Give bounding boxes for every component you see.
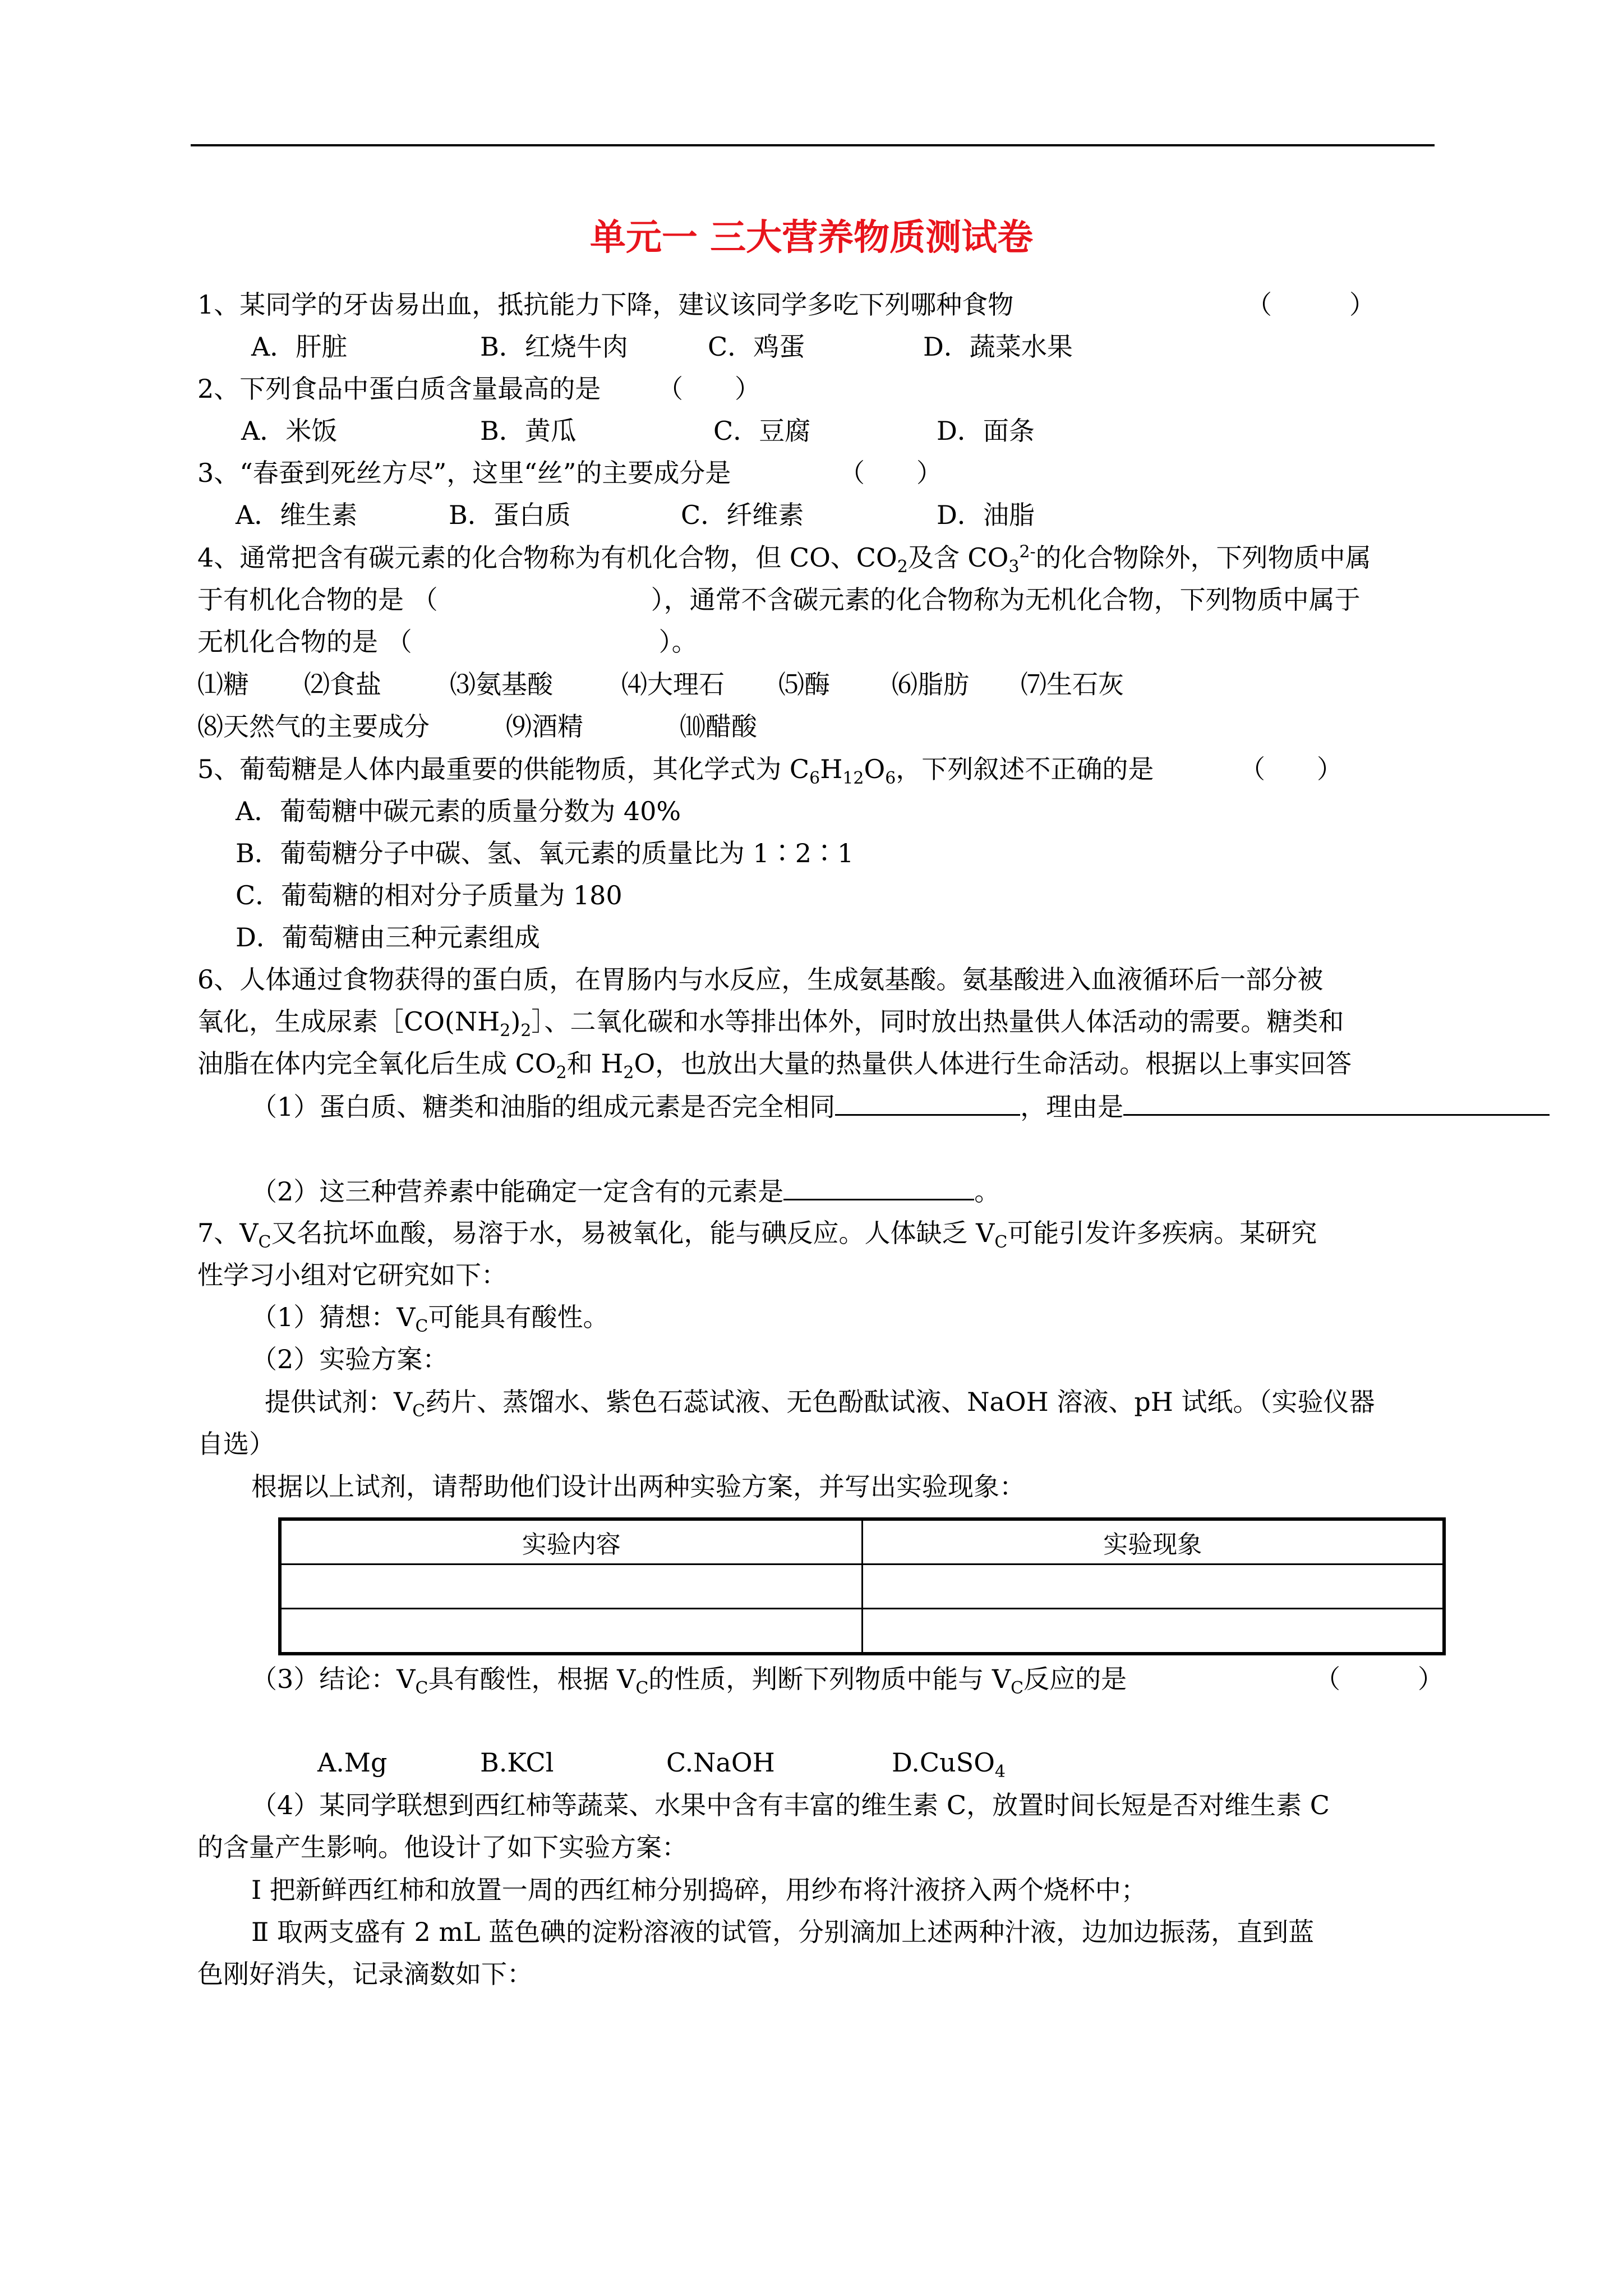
q6-answer-blank-2[interactable]	[783, 1174, 974, 1200]
q1-option-a: A．肝脏	[251, 332, 348, 362]
q7-part-3-paren: （ ）	[1315, 1664, 1444, 1694]
q4-line-1	[197, 541, 1371, 577]
q2-option-d: D．面条	[937, 416, 1035, 446]
q7-part-3	[251, 1662, 1127, 1699]
q6-answer-blank-1[interactable]	[835, 1089, 1020, 1116]
subscript: C	[415, 1678, 428, 1699]
q7-step-2-cont: 色刚好消失，记录滴数如下：	[197, 1959, 533, 1989]
q5-stem-b: H	[820, 754, 843, 784]
q7-step-2: Ⅱ 取两支盛有 2 mL 蓝色碘的淀粉溶液的试管，分别滴加上述两种汁液，边加边振荡，直到蓝	[251, 1917, 1315, 1947]
q3-stem: 3、“春蚕到死丝方尽”，这里“丝”的主要成分是	[197, 458, 731, 488]
q6-line-2-a: 氧化，生成尿素［CO(NH	[197, 1006, 500, 1037]
q7-part-3-d: 反应的是	[1023, 1664, 1127, 1694]
q3-option-b: B．蛋白质	[449, 500, 571, 530]
q7-line-1-b: 又名抗坏血酸，易溶于水，易被氧化，能与碘反应。人体缺乏 V	[271, 1218, 995, 1248]
q4-line-3-b: ）。	[658, 627, 698, 657]
q4-item-9: ⑼酒精	[506, 711, 583, 742]
subscript: 2	[556, 1063, 567, 1083]
q7-option-d	[892, 1746, 1006, 1782]
q2-option-a: A．米饭	[241, 416, 338, 446]
q5-option-c: C．葡萄糖的相对分子质量为 180	[236, 880, 623, 910]
q5-stem	[197, 752, 1154, 789]
q6-line-2	[197, 1005, 1344, 1041]
subscript: 6	[809, 769, 820, 789]
q7-part-1-b: 可能具有酸性。	[428, 1302, 609, 1332]
q7-design-instruction: 根据以上试剂，请帮助他们设计出两种实验方案，并写出实验现象：	[251, 1471, 1025, 1502]
q6-part-2-a: （2）这三种营养素中能确定一定含有的元素是	[251, 1176, 784, 1207]
q7-part-3-c: 的性质，判断下列物质中能与 V	[648, 1664, 1011, 1694]
q7-line-1-a: 7、V	[197, 1218, 259, 1248]
q6-line-3	[197, 1047, 1352, 1083]
q7-option-c: C.NaOH	[666, 1747, 775, 1778]
subscript: 2	[520, 1021, 532, 1041]
q4-line-1-a: 4、通常把含有碳元素的化合物称为有机化合物，但 CO、CO	[197, 542, 897, 573]
table-cell-content-1[interactable]	[280, 1565, 862, 1609]
q4-line-3	[197, 625, 698, 659]
q7-part-3-b: 具有酸性，根据 V	[428, 1664, 636, 1694]
q4-line-1-b: 及含 CO	[907, 542, 1009, 573]
q4-item-6: ⑹脂肪	[892, 669, 969, 700]
q7-part-2: （2）实验方案：	[251, 1344, 449, 1374]
subscript: 6	[885, 769, 896, 789]
table-row	[280, 1609, 1444, 1654]
q6-part-1-a: （1）蛋白质、糖类和油脂的组成元素是否完全相同	[251, 1092, 836, 1122]
q4-item-8: ⑻天然气的主要成分	[197, 711, 430, 742]
q7-option-b: B.KCl	[480, 1747, 554, 1778]
table-cell-phenomenon-1[interactable]	[862, 1565, 1444, 1609]
q6-line-3-c: O，也放出大量的热量供人体进行生命活动。根据以上事实回答	[634, 1048, 1352, 1079]
superscript: 2-	[1019, 542, 1036, 562]
subscript: 2	[897, 557, 908, 577]
subscript: 2	[623, 1063, 634, 1083]
header-rule	[191, 144, 1435, 146]
subscript: C	[412, 1401, 426, 1421]
q5-stem-d: ，下列叙述不正确的是	[896, 754, 1154, 784]
q4-item-7: ⑺生石灰	[1021, 669, 1124, 700]
q6-line-3-a: 油脂在体内完全氧化后生成 CO	[197, 1048, 556, 1079]
q2-option-b: B．黄瓜	[480, 416, 577, 446]
q6-line-2-b: )	[510, 1006, 521, 1037]
q1-option-b: B．红烧牛肉	[480, 332, 628, 362]
q7-part-3-a: （3）结论：V	[251, 1664, 416, 1694]
page-title: 单元一 三大营养物质测试卷	[589, 217, 1034, 259]
q7-reagents-cont: 自选）	[197, 1429, 275, 1459]
subscript: C	[415, 1317, 428, 1337]
q3-answer-paren: （ ）	[839, 458, 942, 488]
q4-line-2-a: 于有机化合物的是 （	[197, 585, 438, 615]
q2-answer-paren: （ ）	[657, 374, 760, 404]
q6-part-1-b: ，理由是	[1020, 1092, 1124, 1122]
q7-line-1-c: 可能引发许多疾病。某研究	[1007, 1218, 1317, 1248]
q3-option-d: D．油脂	[937, 500, 1035, 530]
q4-line-2-b: ），通常不含碳元素的化合物称为无机化合物，下列物质中属于	[651, 585, 1361, 615]
q7-part-1	[251, 1300, 609, 1337]
table-row	[280, 1565, 1444, 1609]
q2-stem: 2、下列食品中蛋白质含量最高的是	[197, 374, 601, 404]
subscript: 3	[1008, 557, 1020, 577]
q4-item-5: ⑸酶	[778, 669, 830, 700]
q7-reagents-b: 药片、蒸馏水、紫色石蕊试液、无色酚酞试液、NaOH 溶液、pH 试纸。（实验仪器	[425, 1387, 1375, 1417]
q3-option-a: A．维生素	[236, 500, 358, 530]
table-cell-content-2[interactable]	[280, 1609, 862, 1654]
table-header-row	[280, 1519, 1444, 1565]
q4-line-3-a: 无机化合物的是 （	[197, 627, 412, 657]
q5-option-d: D．葡萄糖由三种元素组成	[236, 922, 540, 953]
q1-answer-paren: （ ）	[1246, 289, 1375, 320]
q1-stem	[197, 288, 1013, 321]
subscript: C	[1011, 1678, 1024, 1699]
q4-item-3: ⑶氨基酸	[450, 669, 553, 700]
q6-part-2	[251, 1174, 1000, 1208]
q7-option-a: A.Mg	[317, 1747, 388, 1778]
q6-reason-blank[interactable]	[1123, 1089, 1550, 1116]
q3-option-c: C．纤维素	[681, 500, 804, 530]
table-cell-phenomenon-2[interactable]	[862, 1609, 1444, 1654]
q7-line-1	[197, 1216, 1317, 1253]
subscript: 4	[994, 1762, 1006, 1782]
q4-line-1-c: 的化合物除外，下列物质中属	[1035, 542, 1371, 573]
q1-option-c: C．鸡蛋	[708, 332, 805, 362]
q7-line-2: 性学习小组对它研究如下：	[197, 1260, 507, 1290]
q5-option-a: A．葡萄糖中碳元素的质量分数为 40%	[236, 796, 681, 826]
q5-stem-c: O	[864, 754, 886, 784]
q2-option-c: C．豆腐	[713, 416, 811, 446]
q6-line-2-c: ］、二氧化碳和水等排出体外，同时放出热量供人体活动的需要。糖类和	[531, 1006, 1344, 1037]
q4-item-2: ⑵食盐	[304, 669, 381, 700]
q6-part-2-b: 。	[974, 1176, 1000, 1207]
subscript: C	[994, 1232, 1008, 1253]
q5-option-b: B．葡萄糖分子中碳、氢、氧元素的质量比为 1∶2∶1	[236, 838, 854, 868]
q7-reagents	[265, 1385, 1375, 1419]
q4-line-2	[197, 583, 1361, 616]
subscript: 12	[842, 769, 864, 789]
q6-part-1	[251, 1089, 1550, 1124]
q4-item-4: ⑷大理石	[621, 669, 725, 700]
q1-option-d: D．蔬菜水果	[923, 332, 1073, 362]
experiment-table	[278, 1517, 1446, 1655]
subscript: C	[258, 1232, 271, 1253]
q5-stem-a: 5、葡萄糖是人体内最重要的供能物质，其化学式为 C	[197, 754, 810, 784]
q5-answer-paren: （ ）	[1239, 754, 1343, 784]
subscript: C	[635, 1678, 649, 1699]
q7-step-1: Ⅰ 把新鲜西红柿和放置一周的西红柿分别捣碎，用纱布将汁液挤入两个烧杯中；	[251, 1875, 1147, 1905]
q7-part-1-a: （1）猜想：V	[251, 1302, 416, 1332]
table-header-phenomenon: 实验现象	[862, 1519, 1444, 1565]
q7-part-4: （4）某同学联想到西红柿等蔬菜、水果中含有丰富的维生素 C，放置时间长短是否对维生素 C	[251, 1790, 1330, 1820]
q1-stem-text: 1、某同学的牙齿易出血，抵抗能力下降，建议该同学多吃下列哪种食物	[197, 289, 1014, 320]
q6-line-1: 6、人体通过食物获得的蛋白质，在胃肠内与水反应，生成氨基酸。氨基酸进入血液循环后一部分被	[197, 964, 1324, 995]
q7-option-d-text: D.CuSO	[892, 1747, 995, 1778]
subscript: 2	[500, 1021, 511, 1041]
table-header-content: 实验内容	[280, 1519, 862, 1565]
q6-line-3-b: 和 H	[566, 1048, 624, 1079]
q4-item-1: ⑴糖	[197, 669, 249, 700]
q7-reagents-a: 提供试剂：V	[265, 1387, 413, 1417]
q7-part-4-cont: 的含量产生影响。他设计了如下实验方案：	[197, 1832, 688, 1862]
q4-item-10: ⑽醋酸	[680, 711, 757, 742]
